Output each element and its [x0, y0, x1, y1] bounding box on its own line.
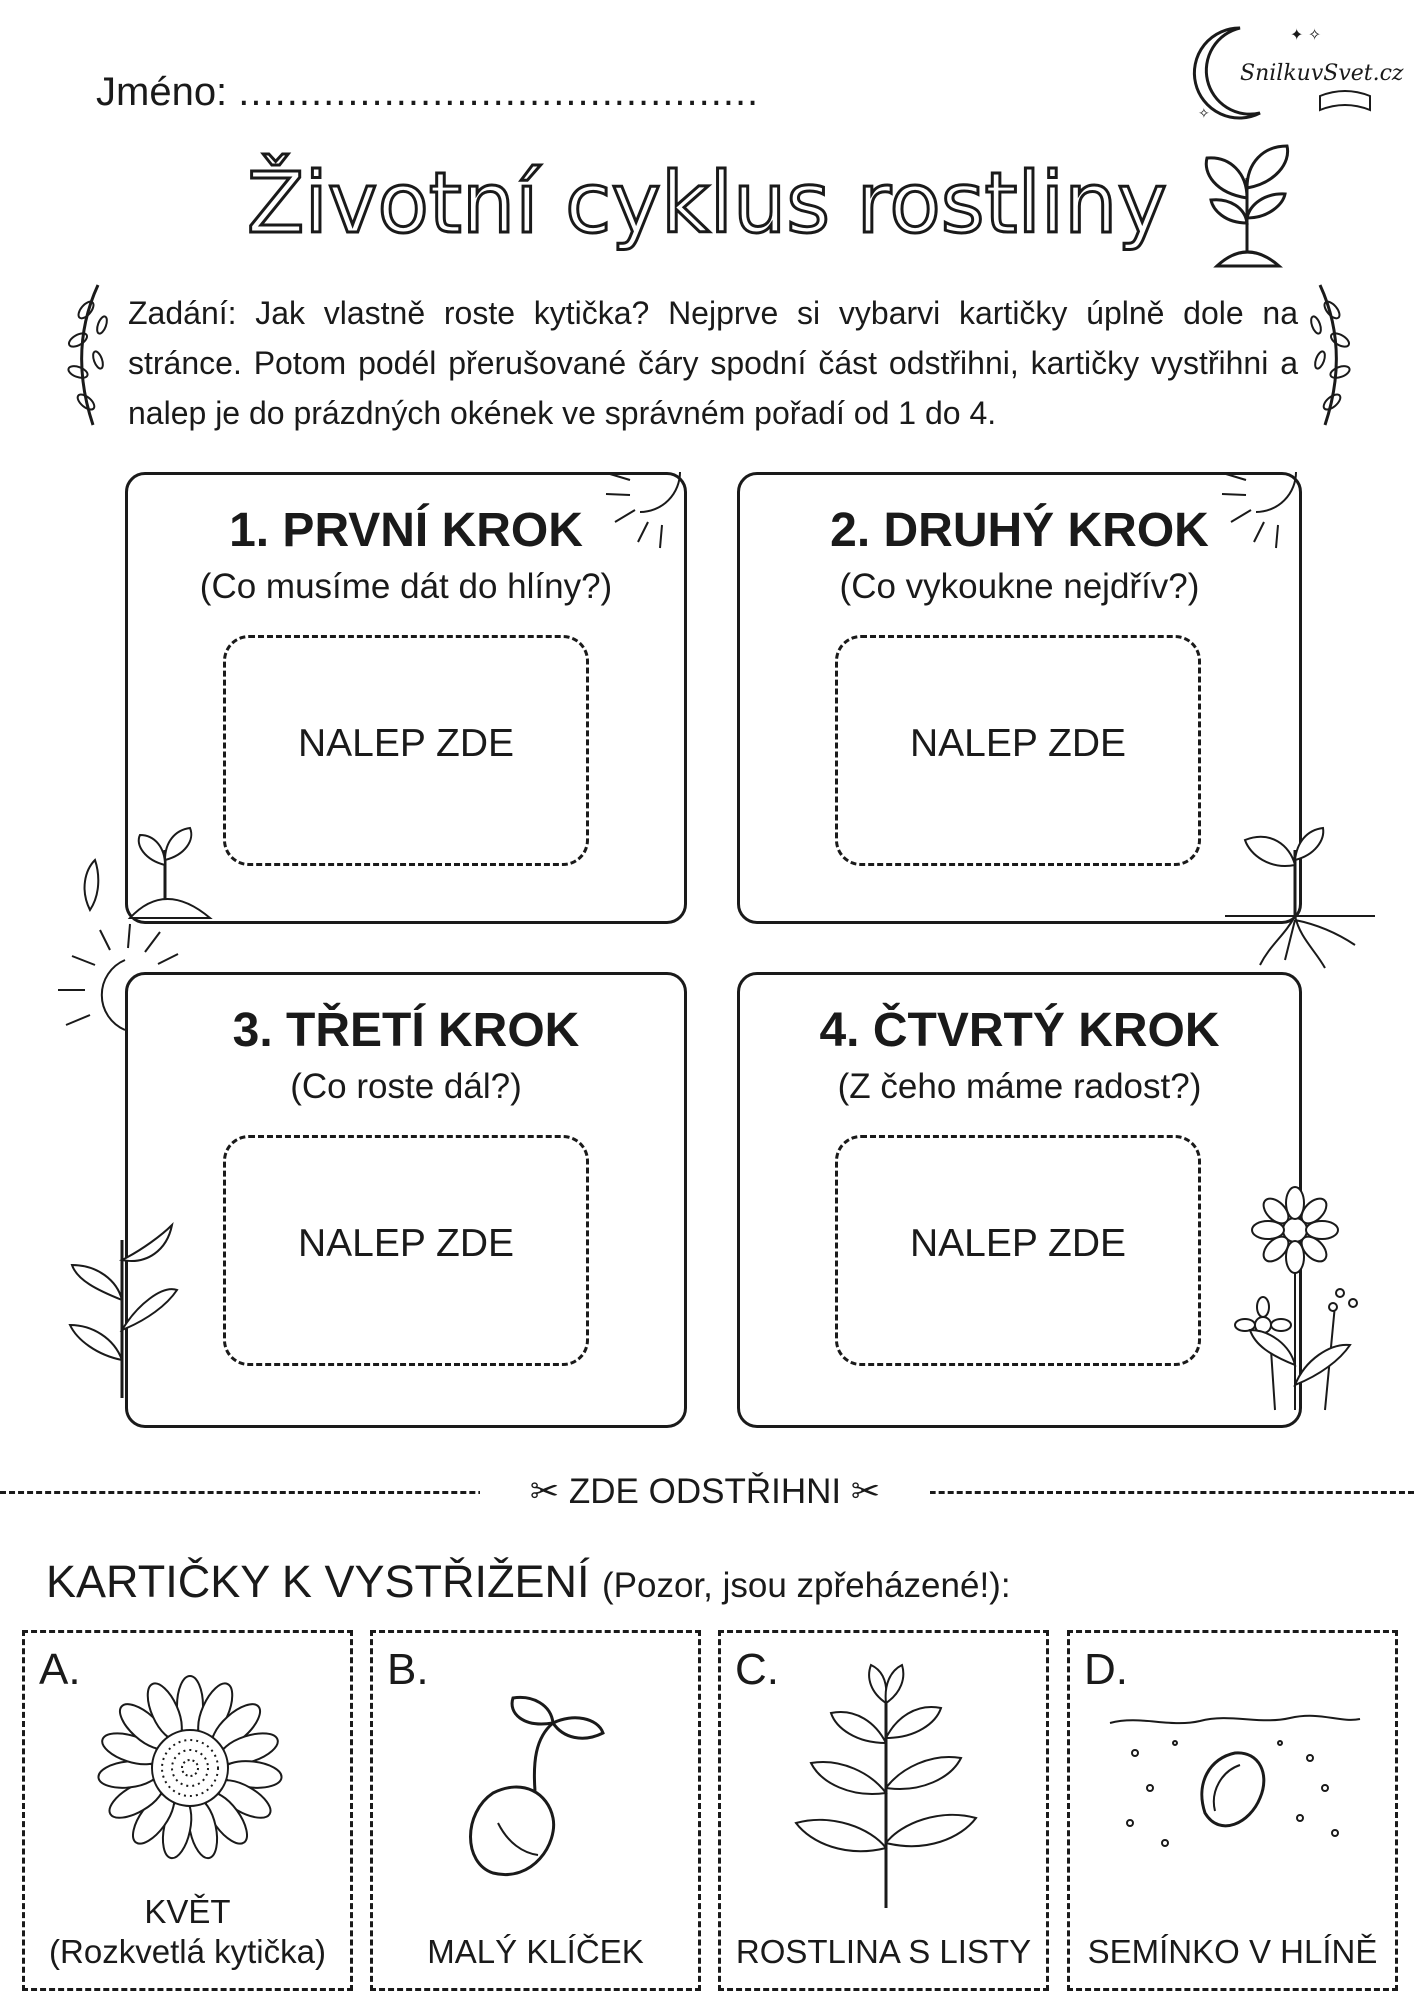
- cut-label: [480, 1466, 930, 1518]
- name-line: ...........................................: [238, 70, 760, 114]
- laurel-right-icon: [1300, 280, 1360, 430]
- card-letter: A.: [39, 1645, 81, 1694]
- step-3-paste-slot[interactable]: [223, 1135, 589, 1366]
- leafy-branch-icon: [62, 1220, 182, 1400]
- leafy-plant-icon: [776, 1663, 996, 1913]
- card-letter: D.: [1084, 1645, 1128, 1694]
- name-field[interactable]: [96, 70, 759, 115]
- step-2-question: (Co vykoukne nejdřív?): [839, 567, 1200, 606]
- sun-icon: [1216, 470, 1296, 550]
- card-a[interactable]: [22, 1630, 353, 1991]
- card-letter: B.: [387, 1645, 429, 1694]
- card-label-sub: (Rozkvetlá kytička): [49, 1933, 326, 1970]
- seedling-icon: [1195, 138, 1300, 268]
- task-instructions: Zadání: Jak vlastně roste kytička? Nejprve si vybarvi kartičky úplně dole na stránce. Potom podél přerušované čáry spodní část odstřihni, kartičky vystřihni a nalep je do prázdných okének ve správném pořadí od 1 do 4.: [128, 295, 1298, 431]
- paste-here-label: NALEP ZDE: [297, 722, 515, 765]
- sprouting-seed-icon: [463, 1693, 613, 1883]
- step-3-question: (Co roste dál?): [290, 1067, 522, 1106]
- paste-here-label: NALEP ZDE: [297, 1222, 515, 1265]
- cards-heading: [46, 1556, 1011, 1608]
- flowers-icon: [1225, 1185, 1385, 1415]
- svg-text:✧: ✧: [1198, 105, 1210, 121]
- cards-note: (Pozor, jsou zpřeházené!):: [602, 1566, 1011, 1605]
- cut-label-text: ZDE ODSTŘIHNI: [568, 1472, 842, 1511]
- step-4-title: 4. ČTVRTÝ KROK: [819, 1004, 1220, 1057]
- scissors-icon: ✂: [841, 1472, 881, 1511]
- sun-icon: [600, 470, 680, 550]
- sprout-icon: [70, 800, 220, 920]
- sprout-with-roots-icon: [1225, 820, 1375, 970]
- step-4-box: [737, 972, 1302, 1428]
- paste-here-label: NALEP ZDE: [909, 1222, 1127, 1265]
- page-title: Životní cyklus rostliny: [246, 154, 1168, 252]
- logo: [1180, 18, 1404, 128]
- card-b[interactable]: [370, 1630, 701, 1991]
- step-1-question: (Co musíme dát do hlíny?): [199, 567, 613, 606]
- step-3-title: 3. TŘETÍ KROK: [232, 1004, 580, 1057]
- seed-in-soil-icon: [1110, 1703, 1360, 1883]
- sun-icon: [50, 920, 180, 1040]
- card-label: ROSTLINA S LISTY: [735, 1933, 1032, 1970]
- card-label: [25, 1892, 350, 1972]
- step-2-title: 2. DRUHÝ KROK: [830, 504, 1209, 557]
- paste-here-label: NALEP ZDE: [909, 722, 1127, 765]
- step-1-paste-slot[interactable]: [223, 635, 589, 866]
- svg-text:✦ ✧: ✦ ✧: [1290, 27, 1322, 44]
- card-letter: C.: [735, 1645, 779, 1694]
- card-d[interactable]: [1067, 1630, 1398, 1991]
- card-c[interactable]: [718, 1630, 1049, 1991]
- cards-heading-text: KARTIČKY K VYSTŘIŽENÍ: [46, 1556, 590, 1607]
- step-2-paste-slot[interactable]: [835, 635, 1201, 866]
- sunflower-icon: [95, 1673, 285, 1863]
- laurel-left-icon: [58, 280, 118, 430]
- step-1-title: 1. PRVNÍ KROK: [229, 504, 583, 557]
- card-label: SEMÍNKO V HLÍNĚ: [1087, 1933, 1378, 1970]
- step-3-box: [125, 972, 687, 1428]
- step-4-paste-slot[interactable]: [835, 1135, 1201, 1366]
- scissors-icon: ✂: [529, 1472, 569, 1511]
- name-label: Jméno:: [96, 70, 228, 114]
- card-label-main: KVĚT: [144, 1893, 231, 1930]
- card-label: MALÝ KLÍČEK: [427, 1933, 644, 1970]
- logo-text: SnilkuvSvet.cz: [1240, 61, 1404, 86]
- step-4-question: (Z čeho máme radost?): [837, 1067, 1202, 1106]
